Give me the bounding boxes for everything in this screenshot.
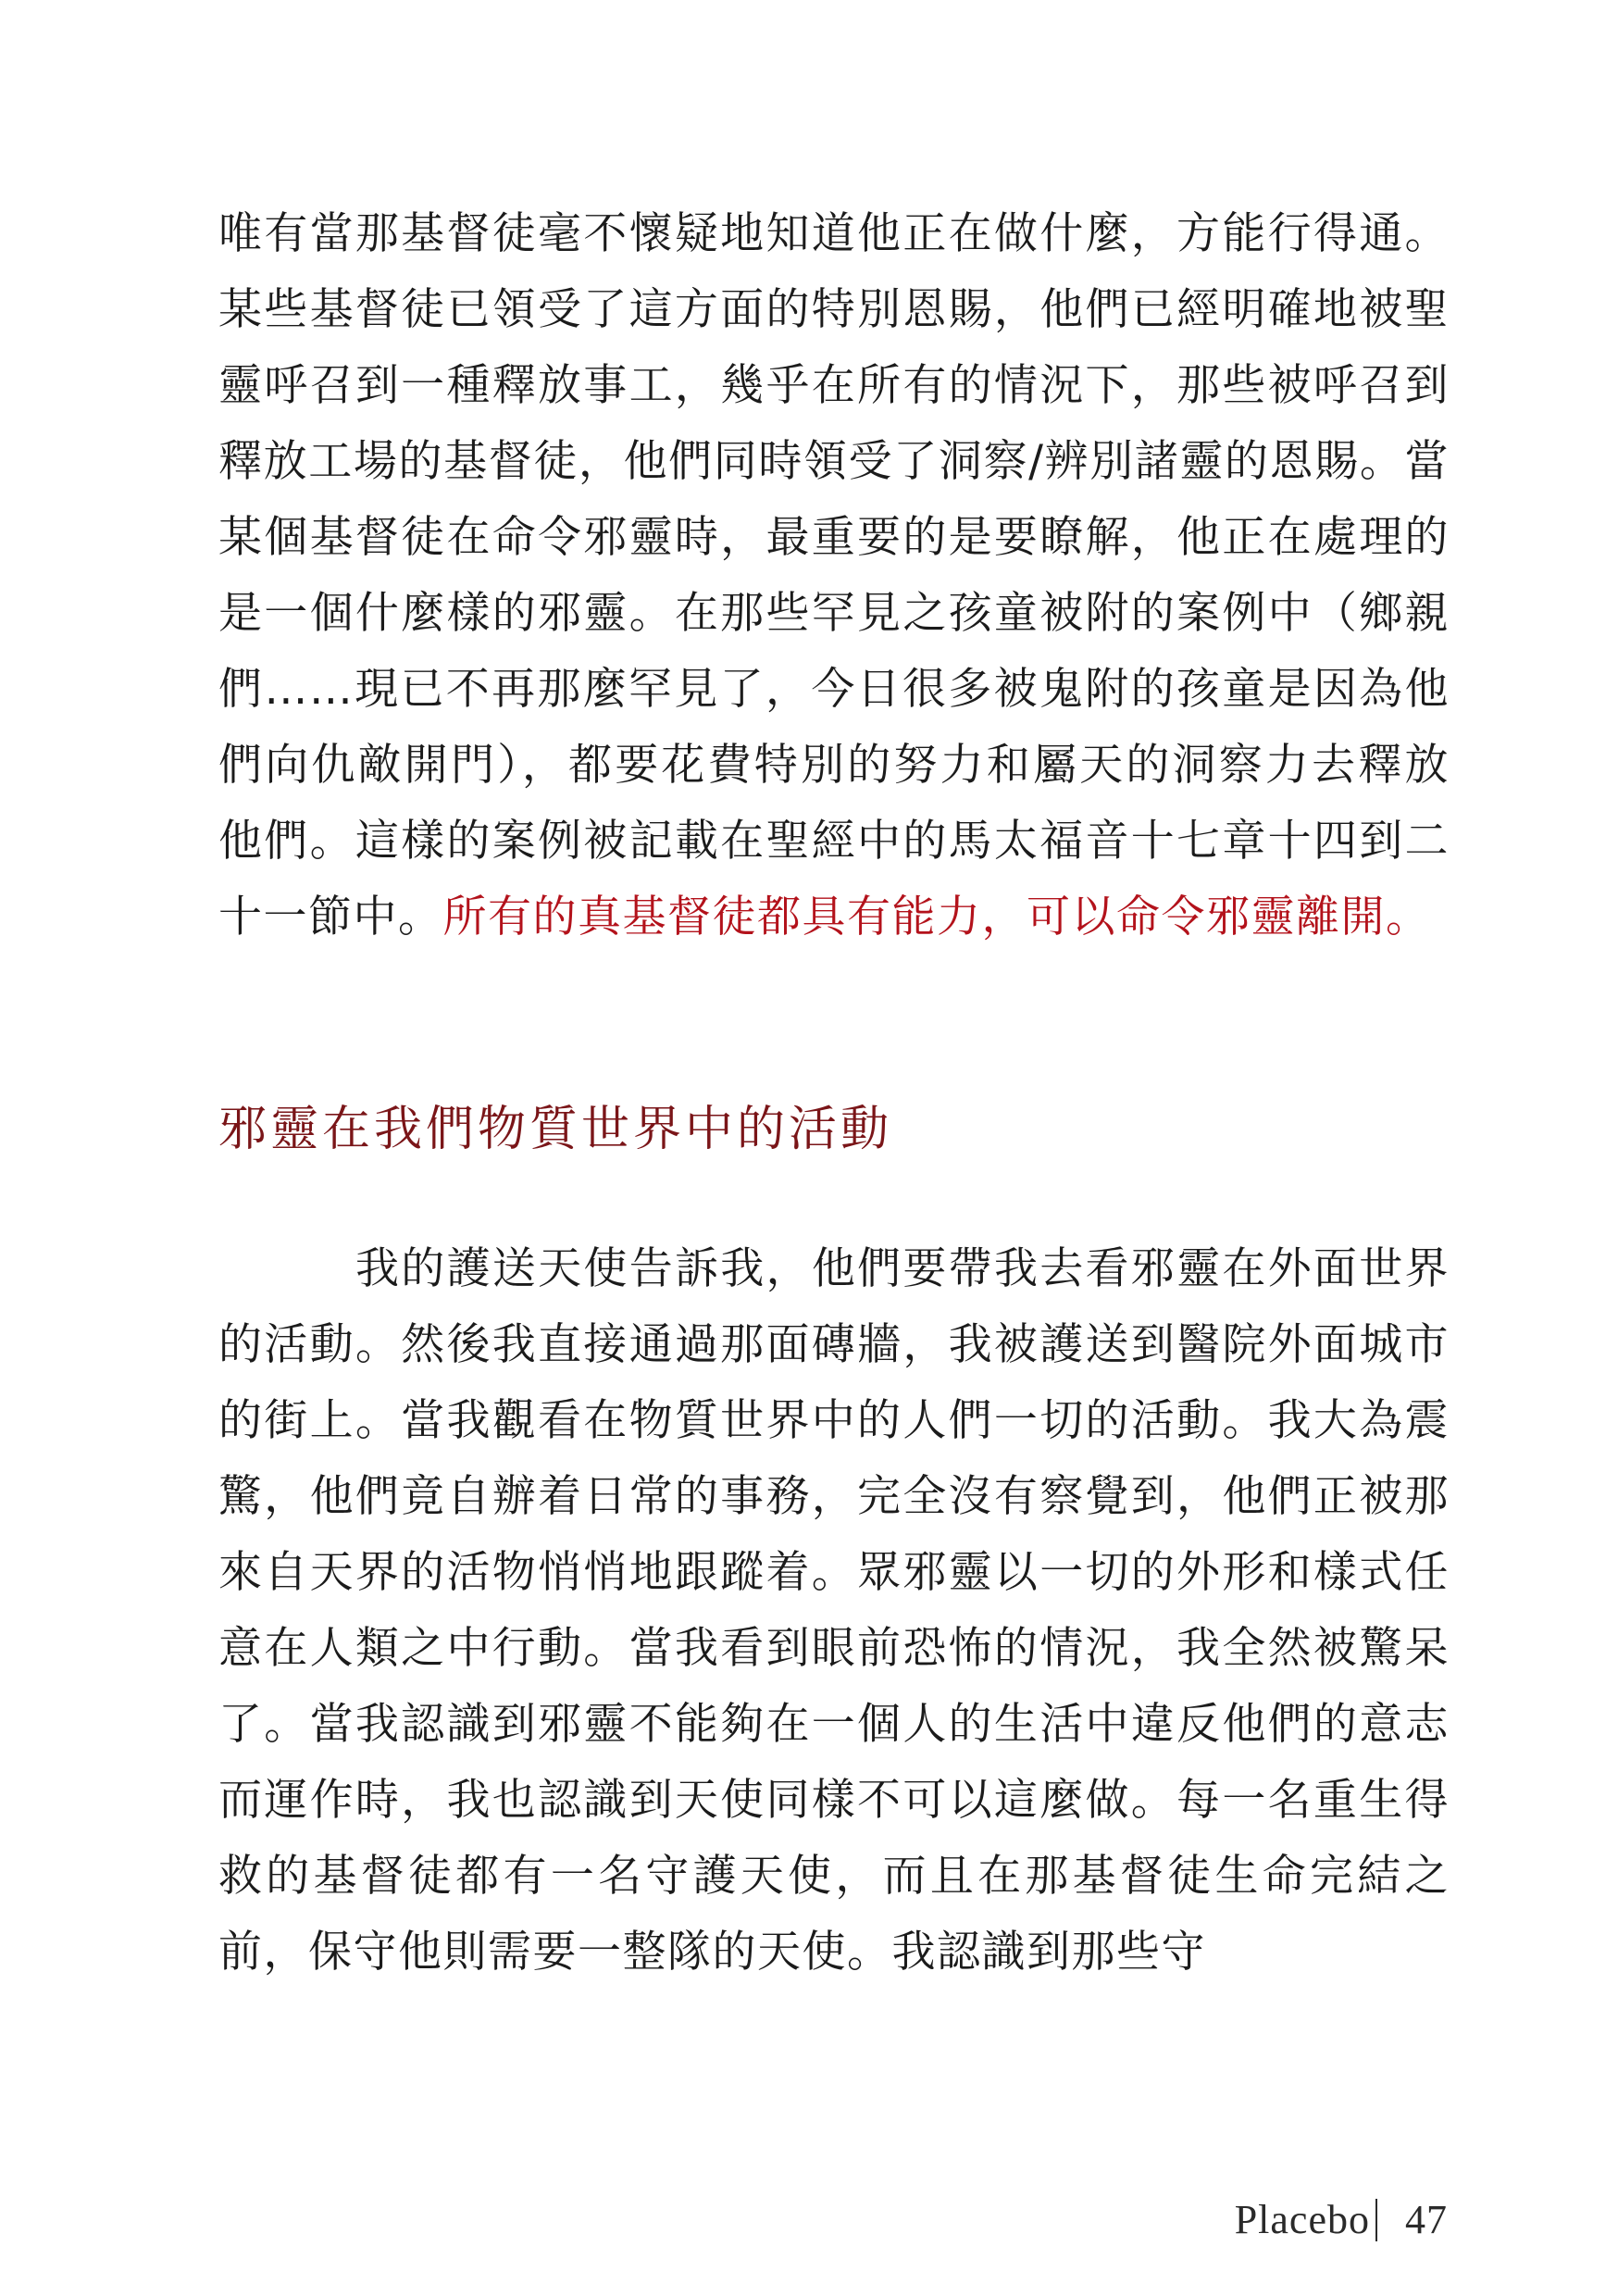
page-number: 47 (1405, 2197, 1448, 2242)
body-paragraph (218, 1231, 1450, 1990)
highlighted-sentence: 所有的真基督徒都具有能力，可以命令邪靈離開。 (442, 892, 1431, 942)
footer-divider (1375, 2199, 1377, 2241)
page-footer (1235, 2192, 1448, 2248)
paragraph-text: 唯有當那基督徒毫不懷疑地知道他正在做什麼，方能行得通。某些基督徒已領受了這方面的特別恩賜，他們已經明確地被聖靈呼召到一種釋放事工，幾乎在所有的情況下，那些被呼召到釋放工場的基督徒，他們同時領受了洞察/辨別諸靈的恩賜。當某個基督徒在命令邪靈時，最重要的是要瞭解，他正在處理的是一個什麼樣的邪靈。在那些罕見之孩童被附的案例中（鄉親們……現已不再那麼罕見了，今日很多被鬼附的孩童是因為他們向仇敵開門），都要花費特別的努力和屬天的洞察力去釋放他們。這樣的案例被記載在聖經中的馬太福音十七章十四到二十一節中。 (218, 208, 1450, 942)
running-footer-title: Placebo (1234, 2197, 1370, 2242)
section-heading: 邪靈在我們物質世界中的活動 (218, 1102, 893, 1157)
body-paragraph (218, 196, 1450, 955)
paragraph-text: 我的護送天使告訴我，他們要帶我去看邪靈在外面世界的活動。然後我直接通過那面磚牆，我被護送到醫院外面城市的街上。當我觀看在物質世界中的人們一切的活動。我大為震驚，他們竟自辦着日常的事務，完全沒有察覺到，他們正被那來自天界的活物悄悄地跟蹤着。眾邪靈以一切的外形和樣式任意在人類之中行動。當我看到眼前恐怖的情況，我全然被驚呆了。當我認識到邪靈不能夠在一個人的生活中違反他們的意志而運作時，我也認識到天使同樣不可以這麼做。每一名重生得救的基督徒都有一名守護天使，而且在那基督徒生命完結之前，保守他則需要一整隊的天使。我認識到那些守 (218, 1243, 1450, 1978)
